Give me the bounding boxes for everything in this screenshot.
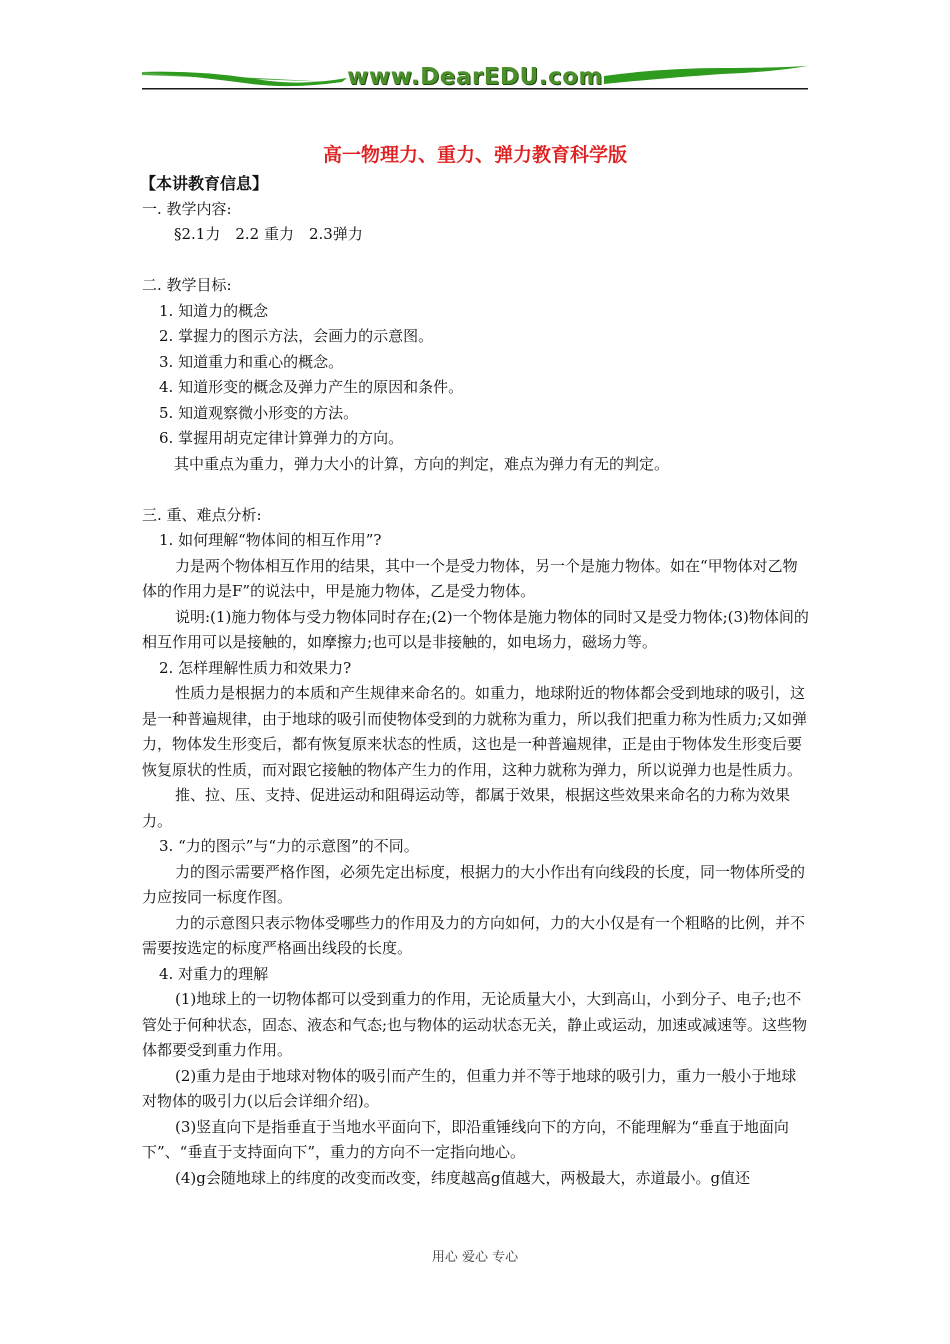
section-1-heading: 一. 教学内容: (142, 199, 232, 218)
section-1-content: §2.1力 2.2 重力 2.3弹力 (174, 225, 363, 243)
objective-item: 1. 知道力的概念 (159, 301, 269, 320)
section-2-heading: 二. 教学目标: (142, 276, 232, 294)
paragraph: (3)竖直向下是指垂直于当地水平面向下，即沿重锤线向下的方向，不能理解为“垂直于地面向下”、“垂直于支持面向下”，重力的方向不一定指向地心。 (142, 1117, 789, 1161)
paragraph: 说明:(1)施力物体与受力物体同时存在;(2)一个物体是施力物体的同时又是受力物体;(3)物体间的相互作用可以是接触的，如摩擦力;也可以是非接触的，如电场力，磁场力等。 (142, 607, 809, 651)
paragraph: (2)重力是由于地球对物体的吸引而产生的，但重力并不等于地球的吸引力，重力一般小于地球对物体的吸引力(以后会详细介绍)。 (142, 1066, 797, 1110)
site-brand-text: www.DearEDU.com (347, 64, 603, 90)
objective-item: 5. 知道观察微小形变的方法。 (159, 403, 359, 422)
paragraph: (1)地球上的一切物体都可以受到重力的作用，无论质量大小，大到高山，小到分子、电子;也不管处于何种状态，固态、液态和气态;也与物体的运动状态无关，静止或运动，加速或减速等。这些物体都要受到重力作用。 (142, 990, 808, 1059)
objective-item: 4. 知道形变的概念及弹力产生的原因和条件。 (159, 378, 464, 396)
objective-item: 6. 掌握用胡克定律计算弹力的方向。 (159, 429, 404, 447)
paragraph: 力的示意图只表示物体受哪些力的作用及力的方向如何，力的大小仅是有一个粗略的比例，并不需要按选定的标度严格画出线段的长度。 (142, 913, 806, 957)
objective-note: 其中重点为重力，弹力大小的计算，方向的判定，难点为弹力有无的判定。 (174, 454, 670, 473)
info-heading: 【本讲教育信息】 (140, 174, 269, 193)
section-3-heading: 三. 重、难点分析: (142, 505, 262, 524)
objective-item: 2. 掌握力的图示方法，会画力的示意图。 (159, 327, 434, 345)
paragraph: (4)g会随地球上的纬度的改变而改变，纬度越高g值越大，两极最大，赤道最小。g值还 (175, 1168, 751, 1187)
page-footer: 用心 爱心 专心 (431, 1250, 519, 1265)
document-body (142, 171, 810, 1191)
paragraph: 性质力是根据力的本质和产生规律来命名的。如重力，地球附近的物体都会受到地球的吸引，这是一种普遍规律，由于地球的吸引而使物体受到的力就称为重力，所以我们把重力称为性质力;又如弹力，物体发生形变后，都有恢复原来状态的性质，这也是一种普遍规律，正是由于物体发生形变后要恢复原状的性质，而对跟它接触的物体产生力的作用，这种力就称为弹力，所以说弹力也是性质力。 (142, 684, 808, 779)
question-3: 3. “力的图示”与“力的示意图”的不同。 (159, 837, 419, 855)
paragraph: 力是两个物体相互作用的结果，其中一个是受力物体，另一个是施力物体。如在“甲物体对乙物体的作用力是F”的说法中，甲是施力物体，乙是受力物体。 (142, 556, 798, 600)
header-banner (142, 62, 808, 94)
question-2: 2. 怎样理解性质力和效果力? (159, 658, 352, 677)
objective-item: 3. 知道重力和重心的概念。 (159, 352, 344, 371)
question-1: 1. 如何理解“物体间的相互作用”? (159, 531, 382, 549)
document-title: 高一物理力、重力、弹力教育科学版 (322, 144, 627, 166)
question-4: 4. 对重力的理解 (159, 964, 269, 983)
paragraph: 力的图示需要严格作图，必须先定出标度，根据力的大小作出有向线段的长度，同一物体所受的力应按同一标度作图。 (142, 862, 806, 906)
paragraph: 推、拉、压、支持、促进运动和阻碍运动等，都属于效果，根据这些效果来命名的力称为效果力。 (142, 786, 791, 830)
